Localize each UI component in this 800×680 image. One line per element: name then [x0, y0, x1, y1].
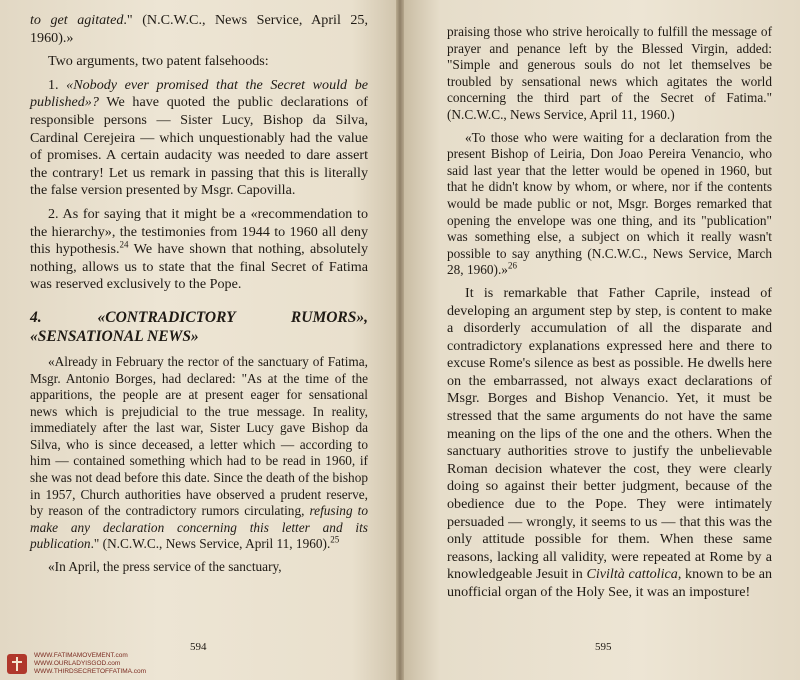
footnote-ref: 26: [507, 260, 517, 271]
text-run: Two arguments, two patent falsehoods:: [48, 53, 269, 70]
paragraph: [30, 53, 368, 71]
text-run: We have shown that nothing, absolutely nothing, allows us to state that the final Secret of Fatima was reserved exclusively to the Pope.: [30, 241, 368, 293]
footnote-ref: 25: [330, 535, 340, 546]
paragraph: [30, 12, 368, 47]
text-run: We have quoted the public declarations of responsible persons — Sister Lucy, Bishop da Silva, Cardinal Cerejeira — which unquestionably had the value of promises. A certain audacity was needed to dare assert the contrary! Let us remark in passing that this is literally the false version presented by Msgr. Capovilla.: [30, 94, 368, 199]
text-run: ." (N.C.W.C., News Service, April 25, 1960).»: [30, 12, 368, 46]
text-run: «Nobody ever promised that the Secret would be published»?: [30, 76, 368, 111]
text-run: refusing to make any declaration concerning this letter and its publication: [30, 503, 368, 552]
website-link[interactable]: WWW.THIRDSECRETOFFATIMA.com: [34, 668, 147, 675]
right-page-text: [447, 24, 772, 608]
paragraph: [447, 24, 772, 124]
left-page-number: 594: [190, 641, 207, 653]
website-link[interactable]: WWW.OURLADYISGOD.com: [34, 660, 121, 667]
right-page: [400, 0, 800, 680]
paragraph: [30, 77, 368, 200]
paragraph: [447, 285, 772, 602]
text-run: «Already in February the rector of the sanctuary of Fatima, Msgr. Antonio Borges, had declared: "As at the time of the apparitions, the people are at present eager for sensational news which is prejudicial to the true message. In reality, immediately after the last war, Sister Lucy gave Bishop da Silva, who is since deceased, a letter which — according to him — contained something which had to be read in 1960, if she was not dead before this date. Since the death of the bishop in 1957, Church authorities have observed a prudent reserve, by reason of the contradictory rumors circulating,: [30, 353, 368, 519]
text-run: «In April, the press service of the sanctuary,: [48, 559, 282, 575]
website-link[interactable]: WWW.FATIMAMOVEMENT.com: [34, 652, 128, 659]
left-page-text: [30, 12, 368, 582]
text-run: praising those who strive heroically to fulfill the message of prayer and penance left by the Blessed Virgin, added: "Simple and generous souls do not let themselves be troubled by sensational news which agitates the world concerning the third part of the Secret of Fatima." (N.C.W.C., News Service, April 11, 1960.): [447, 24, 772, 122]
text-run: 2. As for saying that it might be a «recommendation to the hierarchy», the testimonies from 1944 to 1960 all deny this hypothesis.: [30, 205, 368, 258]
footnote-ref: 24: [119, 239, 129, 250]
book-gutter: [396, 0, 404, 680]
text-run: ." (N.C.W.C., News Service, April 11, 1960).: [90, 536, 331, 552]
text-run: , known to be an unofficial organ of the Holy See, it was an imposture!: [447, 566, 772, 600]
text-run: 4. «CONTRADICTORY RUMORS», «SENSATIONAL NEWS»: [30, 308, 368, 345]
paragraph: [30, 206, 368, 294]
paragraph: [30, 559, 368, 576]
fatima-logo-icon: [5, 652, 29, 676]
text-run: It is remarkable that Father Caprile, instead of developing an argument step by step, is content to make a disorderly accumulation of all the disparate and contradictory explanations expressed here and there to excuse Rome's silence as best as possible. He dwells here on the embarrassed, not always exact declarations of Msgr. Borges and Bishop Venancio. Yet, it must be stressed that the same arguments do not have the same meaning on the lips of the one and the others. When the sanctuary authorities strove to justify the unbelievable Roman decision whatever the cost, they were clearly doing so against their better judgment, because of the obedience due to the Pope. They were intimately persuaded — wrongly, it seems to us — that this was the only attitude possible for them. When these same reasons, lacking all validity, were repeated at Rome by a knowledgeable Jesuit in: [447, 284, 772, 583]
footer-websites: [34, 652, 146, 676]
paragraph: [447, 130, 772, 279]
text-run: «To those who were waiting for a declaration from the present Bishop of Leiria, Don Joao Pereira Venancio, who said last year that the letter would be opened in 1960, but that he didn't know by whom, or where, nor if the contents would be made public or not, Msgr. Borges remarked that opening the envelope was one thing, and its "publication" was something else, a subject on which it really wasn't possible to say anything (N.C.W.C., News Service, March 28, 1960).»: [447, 129, 772, 278]
text-run: Civiltà cattolica: [586, 566, 678, 583]
right-page-number: 595: [595, 641, 612, 653]
section-heading: [30, 308, 368, 346]
text-run: 1.: [48, 76, 67, 93]
paragraph: [30, 354, 368, 553]
text-run: to get agitated: [30, 12, 124, 28]
